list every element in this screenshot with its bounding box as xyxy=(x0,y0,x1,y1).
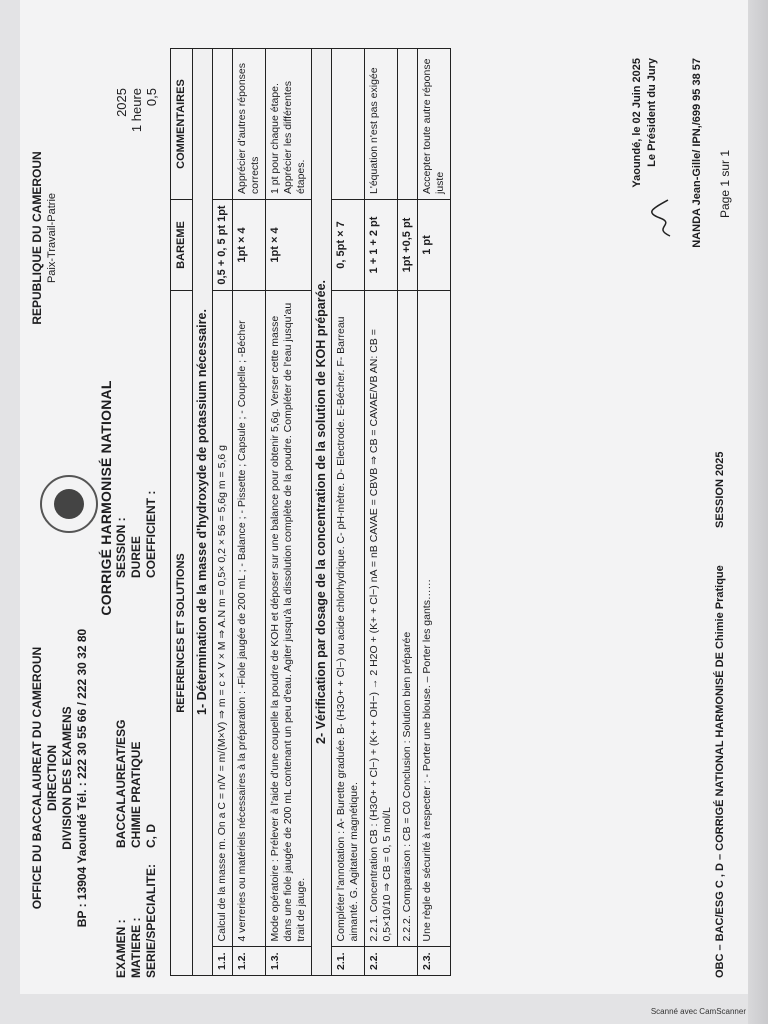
header-left xyxy=(30,578,90,978)
republic-name: REPUBLIQUE DU CAMEROUN xyxy=(30,151,44,325)
official-seal-icon xyxy=(40,475,98,533)
question-number: 2.3. xyxy=(418,947,451,976)
jury-president: Le Président du Jury xyxy=(646,58,658,167)
coefficient-label: COEFFICIENT : xyxy=(144,490,158,578)
comment-text xyxy=(398,49,418,200)
coefficient-value: 0,5 xyxy=(144,88,159,107)
office-name: OFFICE DU BACCALAUREAT DU CAMEROUN xyxy=(30,646,44,910)
scanner-watermark: Scanné avec CamScanner xyxy=(650,1007,746,1016)
col-header-commentaires: COMMENTAIRES xyxy=(171,49,193,200)
comment-text: L'équation n'est pas exigée xyxy=(365,49,398,200)
comment-text xyxy=(213,49,233,200)
table-row xyxy=(332,49,365,976)
header-right xyxy=(30,58,60,418)
serie-label: SERIE/SPECIALITE: xyxy=(144,863,158,978)
table-row xyxy=(233,49,266,976)
col-header-references: REFERENCES ET SOLUTIONS xyxy=(171,291,193,976)
table-row xyxy=(418,49,451,976)
exam-meta-values xyxy=(114,720,159,848)
footer-session: SESSION 2025 xyxy=(714,451,726,528)
bareme-value: 1 + 1 + 2 pt xyxy=(365,200,398,291)
signature-icon xyxy=(650,198,678,238)
matiere-value: CHIMIE PRATIQUE xyxy=(129,741,143,848)
bareme-value: 0,5 + 0, 5 pt 1pt xyxy=(213,200,233,291)
footer-left-text: OBC – BAC/ESG C , D – CORRIGÉ NATIONAL HARMONISÉ DE Chimie Pratique xyxy=(714,565,726,978)
bareme-value: 1pt × 4 xyxy=(233,200,266,291)
answer-text: 4 verreries ou matériels nécessaires à la préparation : -Fiole jaugée de 200 mL ; - Balance ; - Pissette ; Capsule ; - Coupelle ; -Bécher xyxy=(233,291,266,947)
jury-signature-block xyxy=(630,58,705,328)
exam-meta-right-values xyxy=(114,88,159,258)
question-number: 2.2. xyxy=(365,947,418,976)
matiere-label: MATIERE : xyxy=(129,917,143,978)
answer-text: 2.2.2. Comparaison : CB = C0 Conclusion : Solution bien préparée xyxy=(398,291,418,947)
question-number: 1.1. xyxy=(213,947,233,976)
question-number: 2.1. xyxy=(332,947,365,976)
answer-text: Mode opératoire : Prélever à l'aide d'une coupelle la poudre de KOH et déposer sur une balance pour obtenir 5,6g. Verser cette masse dans une fiole jaugée de 200 mL contenant un peu d'eau. Agiter jusqu'à la dissolution complète de la poudre. Compléter de l'eau jusqu'au trait de jauge. xyxy=(266,291,312,947)
exam-meta-right xyxy=(114,448,159,578)
table-row xyxy=(398,49,418,976)
answer-text: Une règle de sécurité à respecter : - Porter une blouse. – Porter les gants…… xyxy=(418,291,451,947)
section-2-title: 2- Vérification par dosage de la concentration de la solution de KOH préparée. xyxy=(312,49,332,976)
session-label: SESSION : xyxy=(114,517,128,578)
bareme-value: 1 pt xyxy=(418,200,451,291)
page-number: Page 1 sur 1 xyxy=(718,149,732,218)
table-row xyxy=(213,49,233,976)
answer-text: Compléter l'annotation : A- Burette graduée. B- (H3O+ + Cl−) ou acide chlorhydrique. C- pH-mètre. D- Electrode. E-Bécher. F- Barreau aimanté. G. Agitateur magnétique. xyxy=(332,291,365,947)
duree-label: DUREE xyxy=(129,535,143,578)
date-line: Yaoundé, le 02 Juin 2025 xyxy=(631,58,643,188)
comment-text: Accepter toute autre réponse juste xyxy=(418,49,451,200)
comment-text: Apprécier d'autres réponses corrects xyxy=(233,49,266,200)
table-row xyxy=(266,49,312,976)
question-number: 1.2. xyxy=(233,947,266,976)
correction-table xyxy=(170,48,451,976)
document-title: CORRIGÉ HARMONISÉ NATIONAL xyxy=(98,380,114,616)
contact-line: BP : 13904 Yaoundé Tél. : 222 30 55 66 / 222 30 32 80 xyxy=(75,628,89,928)
bareme-value: 0, 5pt × 7 xyxy=(332,200,365,291)
examen-value: BACCALAUREAT/ESG xyxy=(114,719,128,848)
serie-value: C, D xyxy=(144,824,158,848)
signer-name: NANDA Jean-Gille/ IPN,/699 95 38 57 xyxy=(691,58,703,248)
answer-text: Calcul de la masse m. On a C = n/V = m/(M×V) ⇒ m = c × V × M ⇒ A.N m = 0,5× 0,2 × 56 = 5,6g m = 5,6 g xyxy=(213,291,233,947)
section-1-title: 1- Détermination de la masse d'hydroxyde de potassium nécessaire. xyxy=(193,49,213,976)
motto: Paix-Travail-Patrie xyxy=(46,192,58,284)
direction-name: DIRECTION xyxy=(45,745,59,811)
col-header-bareme: BAREME xyxy=(171,200,193,291)
comment-text: 1 pt pour chaque étape. Apprécier les différentes étapes. xyxy=(266,49,312,200)
division-name: DIVISION DES EXAMENS xyxy=(60,706,74,850)
answer-text: 2.2.1. Concentration CB : (H3O+ + Cl−) + (K+ + OH−) → 2 H2O + (K+ + Cl−) nA = nB CAVAE = CBVB ⇒ CB = CAVAE/VB AN: CB = 0,5×10/10 ⇒ CB = 0, 5 mol/L xyxy=(365,291,398,947)
table-row xyxy=(365,49,398,976)
exam-meta-left xyxy=(114,863,159,978)
rotated-document xyxy=(30,28,730,978)
comment-text xyxy=(332,49,365,200)
bareme-value: 1pt × 4 xyxy=(266,200,312,291)
session-value: 2025 xyxy=(114,88,129,117)
examen-label: EXAMEN : xyxy=(114,919,128,978)
duree-value: 1 heure xyxy=(129,88,144,133)
page-edge-shadow xyxy=(748,0,768,1024)
bareme-value: 1pt +0,5 pt xyxy=(398,200,418,291)
question-number: 1.3. xyxy=(266,947,312,976)
